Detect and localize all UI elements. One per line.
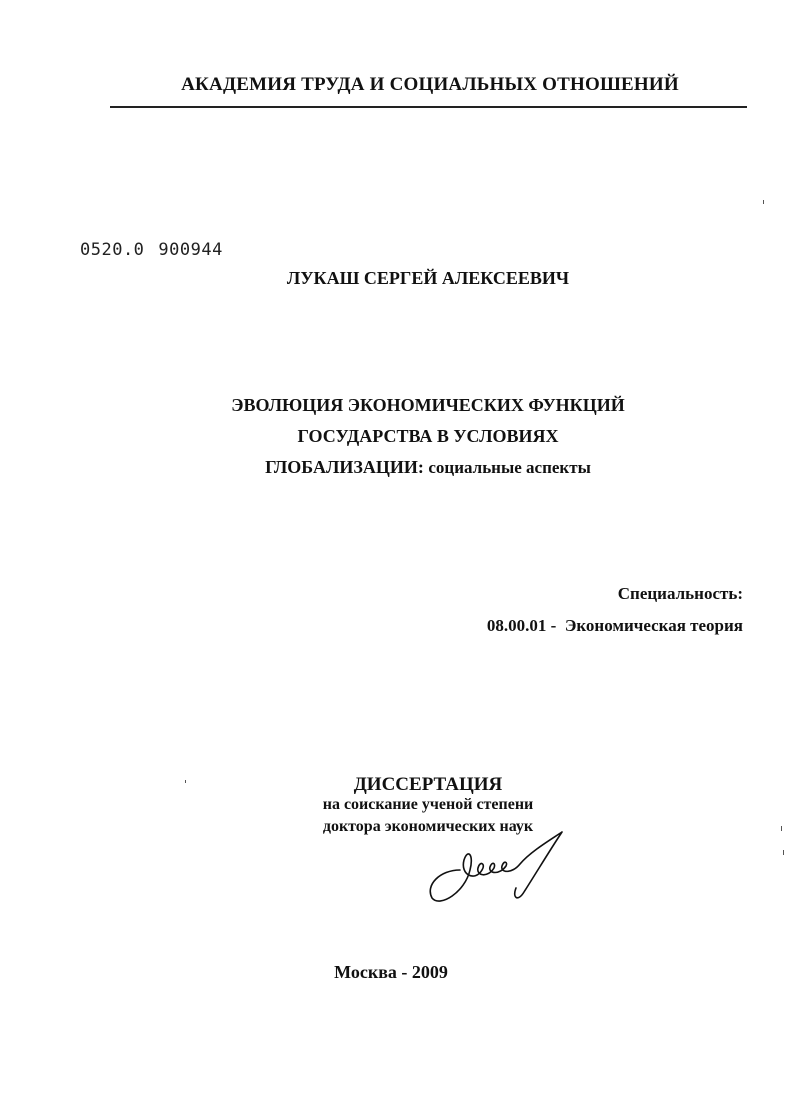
- author-name: ЛУКАШ СЕРГЕЙ АЛЕКСЕЕВИЧ: [286, 268, 570, 288]
- dissertation-heading: ДИССЕРТАЦИЯ: [353, 774, 503, 795]
- specialty-code: 08.00.01 -: [486, 616, 557, 635]
- scan-speck: [781, 826, 782, 831]
- handwritten-signature: [420, 830, 580, 910]
- scan-speck: [783, 850, 784, 855]
- institution-header: АКАДЕМИЯ ТРУДА И СОЦИАЛЬНЫХ ОТНОШЕНИЙ: [181, 74, 679, 95]
- title-line-3-sub: социальные аспекты: [428, 458, 591, 477]
- city-year: Москва - 2009: [334, 962, 448, 982]
- title-line-1: ЭВОЛЮЦИЯ ЭКОНОМИЧЕСКИХ ФУНКЦИЙ: [231, 395, 625, 415]
- stamp-left-code: 0520.0: [80, 240, 145, 260]
- degree-line-2: доктора экономических наук: [322, 818, 534, 835]
- specialty-label: Специальность:: [617, 584, 743, 603]
- title-line-3-main: ГЛОБАЛИЗАЦИИ:: [265, 457, 424, 477]
- specialty-name: Экономическая теория: [564, 616, 743, 635]
- specialty-value: [487, 616, 743, 636]
- scan-speck: [763, 200, 764, 204]
- stamp-right-code: 900944: [158, 240, 223, 260]
- archive-stamp: [80, 240, 223, 260]
- scan-speck: [185, 780, 186, 783]
- header-divider: [110, 106, 747, 108]
- title-line-2: ГОСУДАРСТВА В УСЛОВИЯХ: [297, 426, 559, 446]
- title-line-3: [0, 457, 797, 478]
- degree-line-1: на соискание ученой степени: [322, 796, 534, 813]
